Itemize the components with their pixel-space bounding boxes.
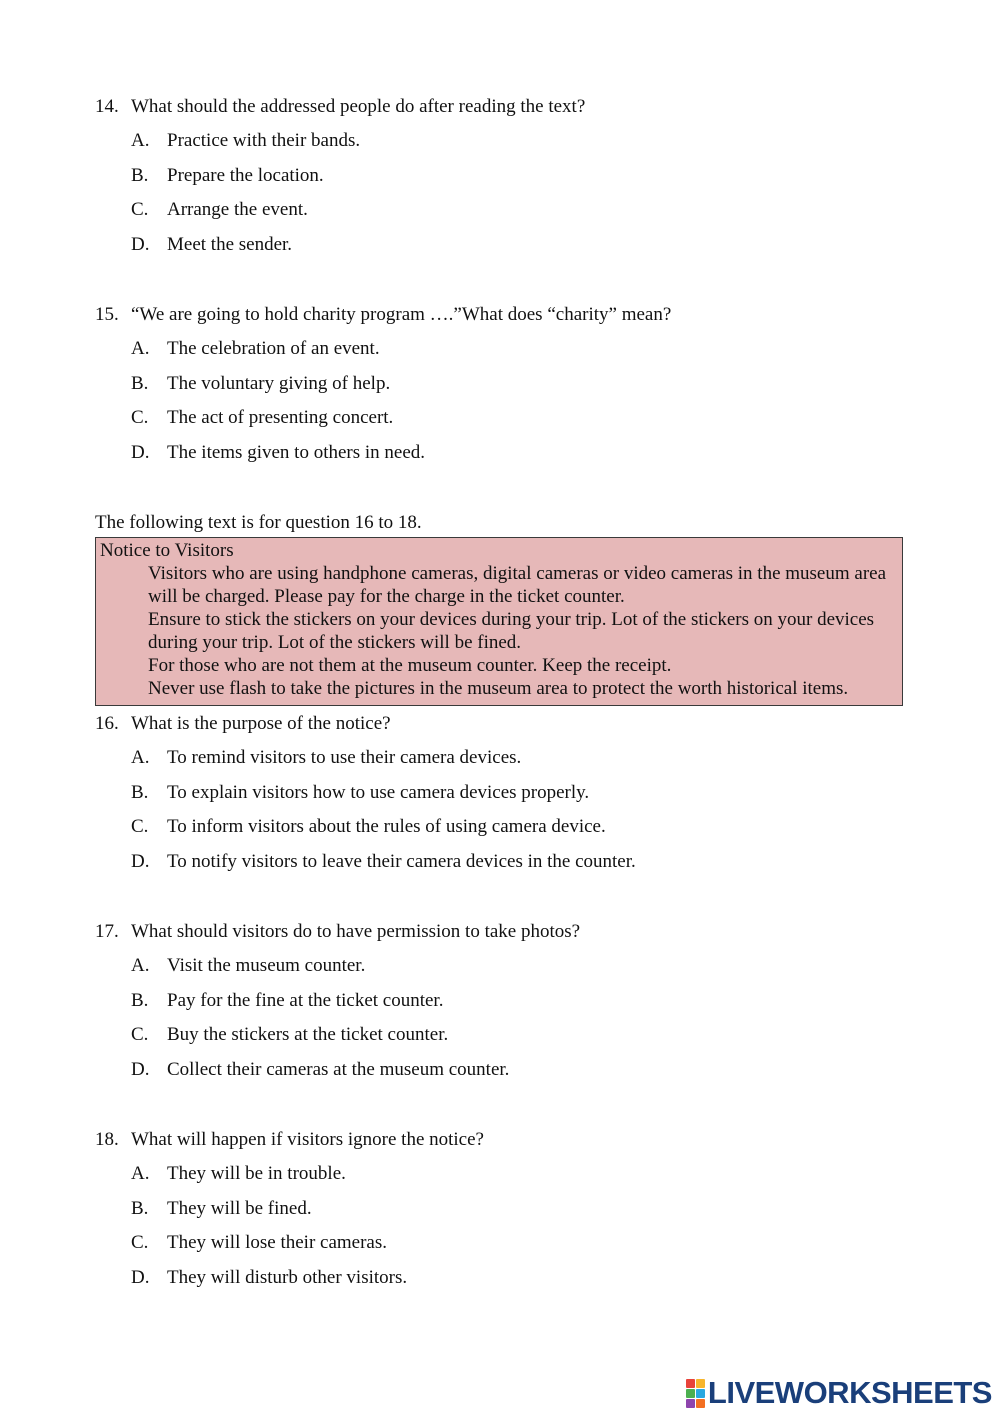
option-text: Buy the stickers at the ticket counter. xyxy=(167,1024,449,1046)
option-text: Prepare the location. xyxy=(167,164,324,186)
option-text: They will be fined. xyxy=(167,1197,312,1219)
option-c[interactable] xyxy=(95,1018,955,1053)
option-letter: A. xyxy=(131,955,150,976)
option-a[interactable] xyxy=(95,949,955,984)
option-letter: C. xyxy=(131,816,149,838)
option-text: They will lose their cameras. xyxy=(167,1232,388,1254)
notice-item-text: Never use flash to take the pictures in the museum area to protect the worth historical items. xyxy=(148,678,849,699)
question-number: 15. xyxy=(95,304,119,325)
option-letter: C. xyxy=(131,1232,149,1254)
option-text: To notify visitors to leave their camera devices in the counter. xyxy=(167,851,636,873)
logo-block xyxy=(686,1379,695,1388)
question-text: “We are going to hold charity program ….”What does “charity” mean? xyxy=(131,304,672,325)
option-c[interactable] xyxy=(95,810,955,845)
bullet-icon xyxy=(100,562,148,608)
notice-title: Notice to Visitors xyxy=(100,540,234,561)
question-text: What will happen if visitors ignore the notice? xyxy=(131,1129,484,1150)
option-text: Collect their cameras at the museum counter. xyxy=(167,1059,510,1081)
option-d[interactable] xyxy=(95,228,955,263)
option-letter: C. xyxy=(131,199,149,221)
option-letter: D. xyxy=(131,1267,150,1289)
option-c[interactable] xyxy=(95,193,955,228)
option-text: The voluntary giving of help. xyxy=(167,372,391,394)
option-text: They will be in trouble. xyxy=(167,1163,346,1184)
question-14 xyxy=(95,90,955,263)
option-b[interactable] xyxy=(95,367,955,402)
notice-box xyxy=(95,537,903,706)
option-text: Visit the museum counter. xyxy=(167,955,366,976)
question-number: 16. xyxy=(95,713,119,734)
question-stem xyxy=(95,915,955,949)
option-b[interactable] xyxy=(95,1192,955,1227)
option-text: To remind visitors to use their camera devices. xyxy=(167,747,522,768)
option-letter: B. xyxy=(131,781,149,803)
option-a[interactable] xyxy=(95,741,955,776)
option-d[interactable] xyxy=(95,1053,955,1088)
option-a[interactable] xyxy=(95,332,955,367)
option-letter: D. xyxy=(131,234,150,256)
option-letter: A. xyxy=(131,747,150,768)
option-text: They will disturb other visitors. xyxy=(167,1267,408,1289)
logo-mark-icon xyxy=(686,1379,705,1408)
question-number: 14. xyxy=(95,96,119,117)
question-text: What should the addressed people do after reading the text? xyxy=(131,96,586,117)
option-b[interactable] xyxy=(95,984,955,1019)
option-letter: B. xyxy=(131,1197,149,1219)
option-letter: A. xyxy=(131,1163,150,1184)
bullet-icon xyxy=(100,654,148,677)
question-number: 17. xyxy=(95,921,119,942)
question-17 xyxy=(95,915,955,1088)
notice-item xyxy=(100,654,902,677)
notice-item xyxy=(100,562,902,608)
notice-item-text: Visitors who are using handphone cameras, digital cameras or video cameras in the museum area will be charged. Please pay for the charge in the ticket counter. xyxy=(148,563,887,607)
question-stem xyxy=(95,707,955,741)
notice-item xyxy=(100,608,902,654)
notice-item-text: Ensure to stick the stickers on your devices during your trip. Lot of the stickers on your devices during your trip. Lot of the stickers will be fined. xyxy=(148,609,875,653)
option-d[interactable] xyxy=(95,845,955,880)
option-b[interactable] xyxy=(95,159,955,194)
option-a[interactable] xyxy=(95,1157,955,1192)
option-text: The celebration of an event. xyxy=(167,338,380,359)
option-letter: C. xyxy=(131,407,149,429)
option-letter: B. xyxy=(131,989,149,1011)
option-text: Meet the sender. xyxy=(167,234,293,256)
liveworksheets-logo xyxy=(686,1375,992,1410)
option-d[interactable] xyxy=(95,436,955,471)
logo-block xyxy=(686,1399,695,1408)
option-d[interactable] xyxy=(95,1261,955,1296)
question-number: 18. xyxy=(95,1129,119,1150)
question-stem xyxy=(95,1123,955,1157)
logo-text: LIVEWORKSHEETS xyxy=(707,1375,992,1410)
option-a[interactable] xyxy=(95,124,955,159)
option-c[interactable] xyxy=(95,401,955,436)
question-stem xyxy=(95,90,955,124)
bullet-icon xyxy=(100,677,148,700)
question-18 xyxy=(95,1123,955,1296)
question-16 xyxy=(95,707,955,880)
option-letter: D. xyxy=(131,442,150,464)
option-letter: C. xyxy=(131,1024,149,1046)
question-text: What should visitors do to have permission to take photos? xyxy=(131,921,581,942)
logo-block xyxy=(696,1389,705,1398)
option-c[interactable] xyxy=(95,1226,955,1261)
option-text: The items given to others in need. xyxy=(167,442,426,464)
option-b[interactable] xyxy=(95,776,955,811)
option-text: Pay for the fine at the ticket counter. xyxy=(167,989,444,1011)
option-text: To explain visitors how to use camera devices properly. xyxy=(167,781,590,803)
option-letter: A. xyxy=(131,130,150,151)
option-text: Practice with their bands. xyxy=(167,130,361,151)
logo-block xyxy=(696,1379,705,1388)
option-letter: B. xyxy=(131,164,149,186)
reading-intro: The following text is for question 16 to 18. xyxy=(95,512,422,533)
question-15 xyxy=(95,298,955,471)
option-letter: B. xyxy=(131,372,149,394)
logo-block xyxy=(696,1399,705,1408)
option-letter: D. xyxy=(131,1059,150,1081)
option-letter: D. xyxy=(131,851,150,873)
question-text: What is the purpose of the notice? xyxy=(131,713,391,734)
option-letter: A. xyxy=(131,338,150,359)
question-stem xyxy=(95,298,955,332)
option-text: To inform visitors about the rules of using camera device. xyxy=(167,816,606,838)
logo-block xyxy=(686,1389,695,1398)
option-text: The act of presenting concert. xyxy=(167,407,394,429)
notice-item-text: For those who are not them at the museum counter. Keep the receipt. xyxy=(148,655,672,676)
notice-item xyxy=(100,677,902,700)
option-text: Arrange the event. xyxy=(167,199,308,221)
bullet-icon xyxy=(100,608,148,654)
